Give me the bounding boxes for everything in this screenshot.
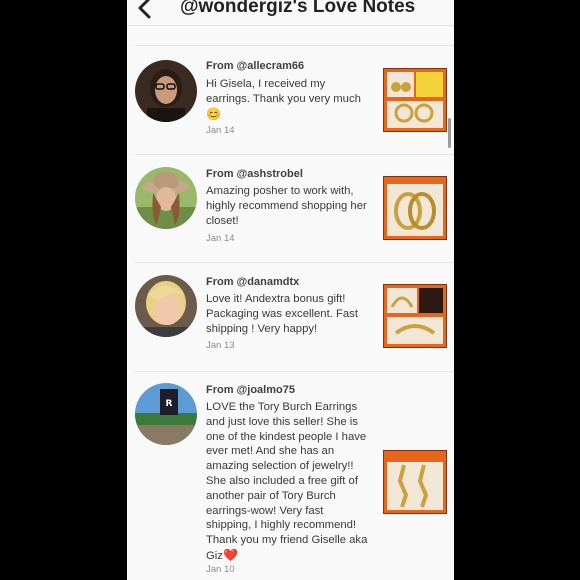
heart-emoji-icon: ❤️	[222, 547, 238, 562]
note-sender[interactable]: From @allecram66	[206, 60, 305, 72]
note-message: Love it! Andextra bonus gift! Packaging was excellent. Fast shipping ! Very happy!	[206, 293, 358, 335]
note-date: Jan 13	[206, 340, 235, 351]
listing-thumbnail[interactable]	[383, 176, 447, 240]
smile-emoji-icon: 😊	[206, 106, 221, 121]
avatar[interactable]	[135, 60, 197, 122]
note-message: Hi Gisela, I received my earrings. Thank you very much 😊	[206, 78, 361, 121]
scrollbar[interactable]	[448, 118, 451, 148]
note-sender[interactable]: From @ashstrobel	[206, 168, 303, 180]
avatar[interactable]	[135, 383, 197, 445]
note-message: Amazing posher to work with, highly recommend shopping her closet!	[206, 185, 367, 227]
divider	[135, 371, 454, 372]
listing-thumbnail[interactable]	[383, 284, 447, 348]
listing-thumbnail[interactable]	[383, 68, 447, 132]
note-sender[interactable]: From @joalmo75	[206, 384, 295, 396]
divider	[135, 154, 454, 155]
app-screen	[127, 0, 454, 580]
header-bar	[127, 0, 454, 26]
note-date: Jan 10	[206, 564, 235, 575]
page-title: @wondergiz's Love Notes	[180, 0, 416, 17]
note-date: Jan 14	[206, 233, 235, 244]
note-sender[interactable]: From @danamdtx	[206, 276, 300, 288]
avatar[interactable]	[135, 167, 197, 229]
divider	[135, 262, 454, 263]
listing-thumbnail[interactable]	[383, 450, 447, 514]
chevron-left-icon[interactable]	[136, 0, 154, 20]
divider	[135, 45, 454, 46]
note-message: LOVE the Tory Burch Earrings and just love this seller! She is one of the kindest people I have ever met! And she has an amazing selection of jewelry!! She also included a free gift of another pair of Tory Burch earrings-wow! Very fast shipping, I highly recommend! Thank you my friend Giselle aka Giz❤️	[206, 401, 368, 562]
svg-text:R: R	[165, 399, 173, 409]
note-date: Jan 14	[206, 125, 235, 136]
avatar[interactable]	[135, 275, 197, 337]
